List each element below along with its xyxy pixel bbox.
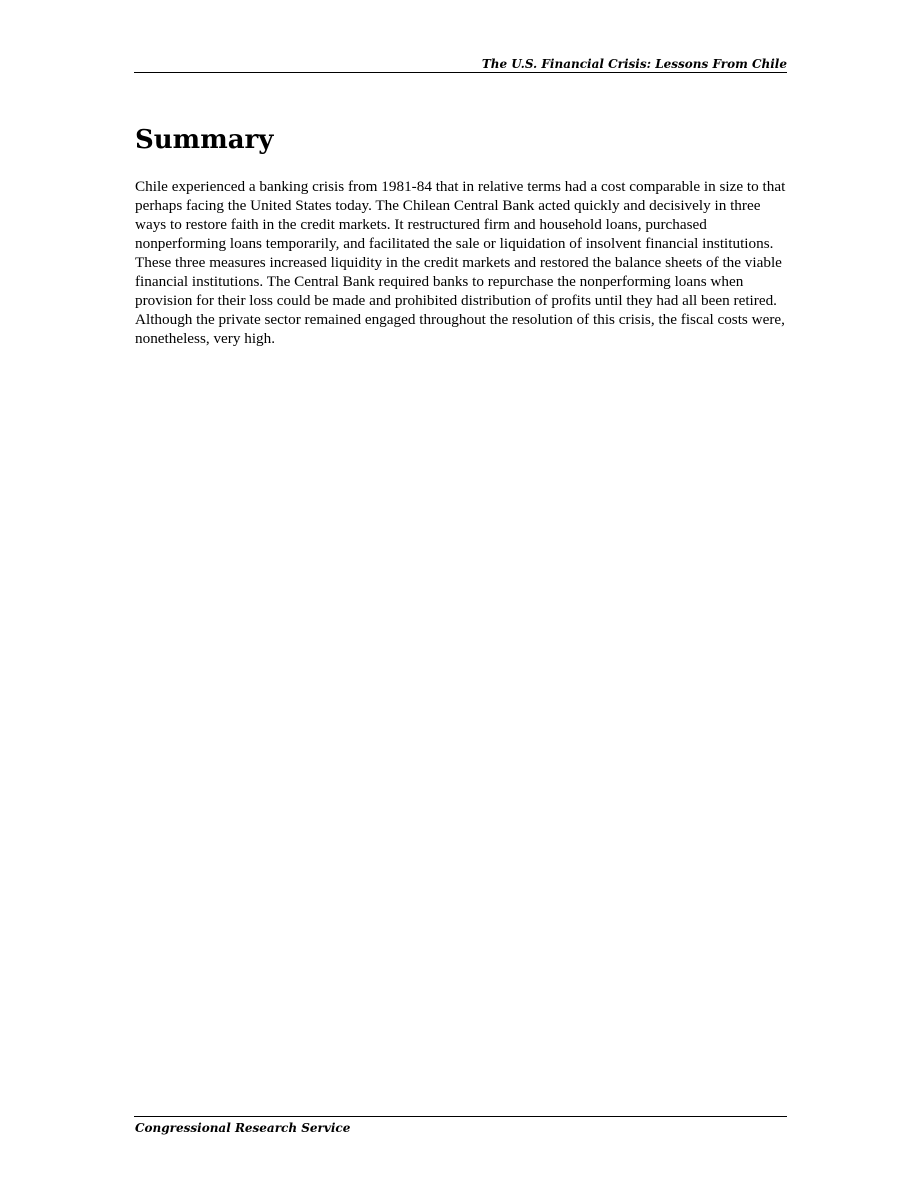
summary-paragraph: Chile experienced a banking crisis from 1981-84 that in relative terms had a cost comparable in size to that perhaps facing the United States today. The Chilean Central Bank acted quickly and decisively in three ways to restore faith in the credit markets. It restructured firm and household loans, purchased nonperforming loans temporarily, and facilitated the sale or liquidation of insolvent financial institutions. These three measures increased liquidity in the credit markets and restored the balance sheets of the viable financial institutions. The Central Bank required banks to repurchase the nonperforming loans when provision for their loss could be made and prohibited distribution of profits until they had all been retired. Although the private sector remained engaged throughout the resolution of this crisis, the fiscal costs were, nonetheless, very high. [135, 178, 786, 347]
header-divider [134, 72, 787, 73]
summary-heading: Summary [135, 125, 274, 155]
running-header-title: The U.S. Financial Crisis: Lessons From Chile [481, 57, 787, 71]
footer-divider [134, 1116, 787, 1117]
footer-publisher: Congressional Research Service [135, 1121, 351, 1135]
